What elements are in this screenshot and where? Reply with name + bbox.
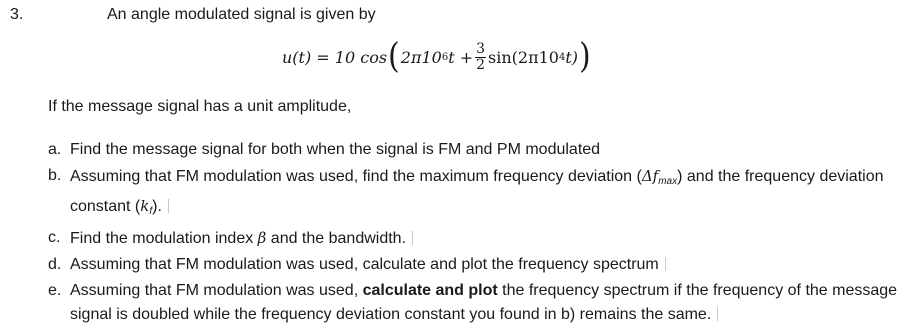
equation-exponent-1: 6 <box>441 51 449 63</box>
sub-question-label: d. <box>48 256 62 273</box>
equation-sin-tail: t) <box>565 47 579 67</box>
sub-question-text <box>70 253 918 277</box>
sub-question-label: c. <box>48 229 61 246</box>
sub-question-text: Find the message signal for both when the signal is FM and PM modulated <box>70 141 601 158</box>
question-intro: An angle modulated signal is given by <box>107 6 376 23</box>
equation-arg-prefix: 2π10 <box>400 47 442 67</box>
equation-t-plus: t + <box>448 47 474 67</box>
cursor-mark <box>665 257 666 271</box>
signal-equation <box>282 36 592 78</box>
cursor-mark <box>717 307 718 321</box>
equation-open-paren: ( <box>388 36 400 77</box>
sub-question-text <box>70 279 918 327</box>
cursor-mark <box>412 231 413 245</box>
bold-text: calculate and plot <box>362 282 498 299</box>
equation-sin: sin(2π10 <box>488 47 559 67</box>
sub-question-label: a. <box>48 141 62 158</box>
text-part: Assuming that FM modulation was used, calculate and plot the frequency spectrum <box>70 256 659 273</box>
sub-question-b <box>48 164 918 224</box>
equation-close-paren: ) <box>579 36 591 77</box>
text-part: Assuming that FM modulation was used, <box>70 282 363 299</box>
cursor-mark <box>168 199 169 213</box>
question-premise: If the message signal has a unit amplitude, <box>48 98 352 115</box>
sub-question-label: b. <box>48 167 62 184</box>
sub-questions-list <box>48 138 918 329</box>
equation-lhs: u(t) = 10 cos <box>282 47 388 67</box>
fraction-numerator: 3 <box>476 40 486 57</box>
beta-symbol: β <box>257 229 267 247</box>
text-part: Assuming that FM modulation was used, find the maximum frequency deviation ( <box>70 168 642 185</box>
sub-question-a <box>48 138 918 162</box>
delta-f-subscript: max <box>658 176 678 187</box>
text-part: ). <box>152 198 162 215</box>
k-symbol: k <box>140 197 150 215</box>
equation-exponent-2: 4 <box>558 51 566 63</box>
text-part: the frequency spectrum if the frequency of the message signal is doubled while the frequency deviation constant you found in b) remains the same. <box>70 282 898 323</box>
sub-question-c <box>48 226 918 251</box>
sub-question-e <box>48 279 918 327</box>
k-subscript: f <box>149 206 153 217</box>
sub-question-d <box>48 253 918 277</box>
sub-question-text <box>70 226 918 251</box>
delta-f-symbol: Δf <box>641 167 659 185</box>
equation-fraction <box>475 42 486 72</box>
text-part: and the bandwidth. <box>266 230 407 247</box>
fraction-denominator: 2 <box>476 56 486 73</box>
text-part: ) and the frequency deviation constant ( <box>70 168 884 215</box>
question-number: 3. <box>10 6 24 23</box>
sub-question-label: e. <box>48 282 62 299</box>
sub-question-text <box>70 164 918 224</box>
text-part: Find the modulation index <box>70 230 258 247</box>
